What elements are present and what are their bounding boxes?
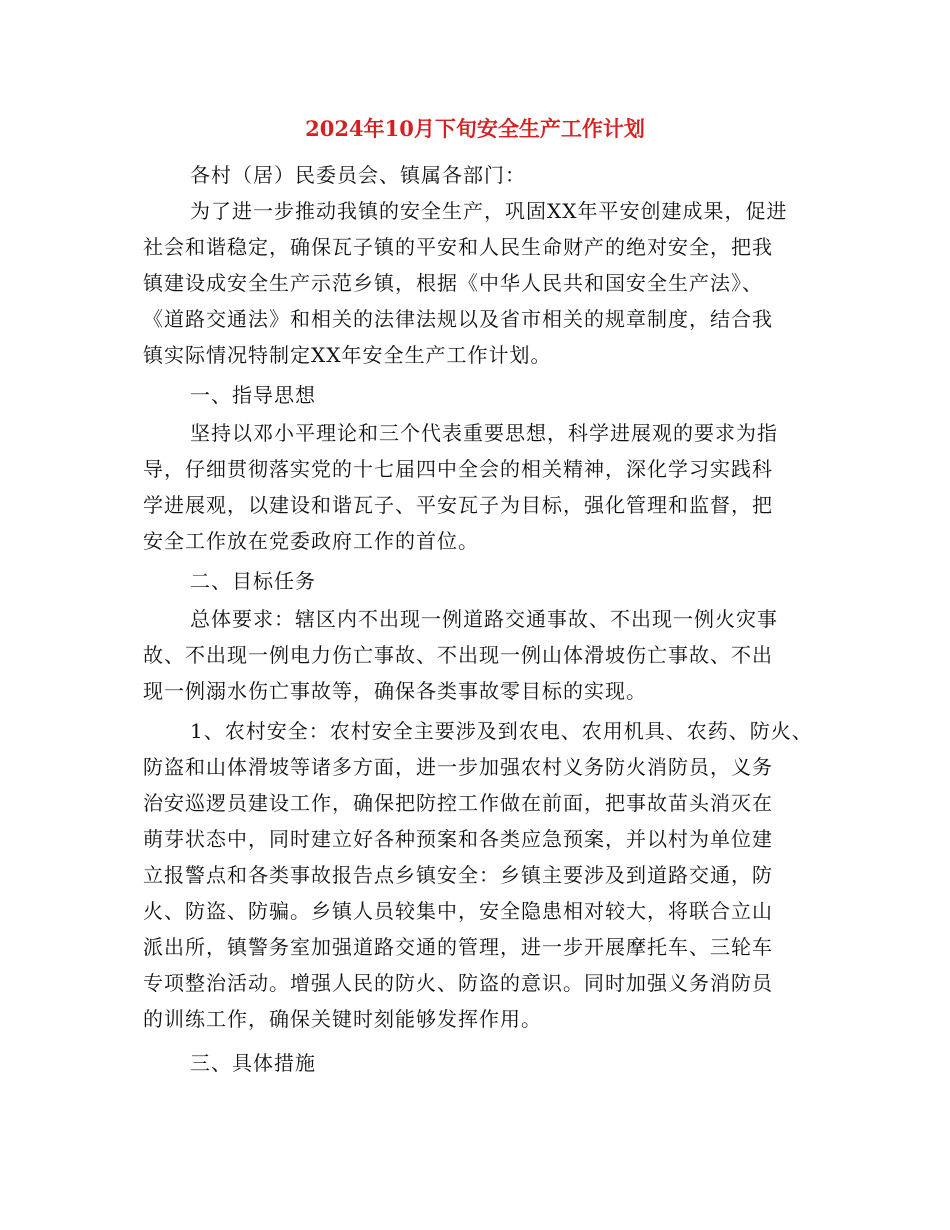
paragraph-line: 安全工作放在党委政府工作的首位。 — [143, 529, 479, 553]
paragraph-line: 萌芽状态中，同时建立好各种预案和各类应急预案，并以村为单位建 — [143, 827, 773, 851]
paragraph-line: 治安巡逻员建设工作，确保把防控工作做在前面，把事故苗头消灭在 — [143, 791, 773, 815]
section-heading: 一、指导思想 — [190, 383, 316, 407]
section-heading: 三、具体措施 — [190, 1051, 316, 1075]
paragraph-line: 专项整治活动。增强人民的防火、防盗的意识。同时加强义务消防员 — [143, 971, 773, 995]
paragraph-line: 1、农村安全：农村安全主要涉及到农电、农用机具、农药、防火、 — [190, 719, 813, 743]
paragraph-line: 故、不出现一例电力伤亡事故、不出现一例山体滑坡伤亡事故、不出 — [143, 643, 773, 667]
paragraph-line: 导，仔细贯彻落实党的十七届四中全会的相关精神，深化学习实践科 — [143, 457, 773, 481]
document-title: 2024年10月下旬安全生产工作计划 — [305, 116, 645, 141]
paragraph-line: 坚持以邓小平理论和三个代表重要思想，科学进展观的要求为指 — [190, 421, 778, 445]
paragraph-line: 派出所，镇警务室加强道路交通的管理，进一步开展摩托车、三轮车 — [143, 935, 773, 959]
paragraph-line: 《道路交通法》和相关的法律法规以及省市相关的规章制度，结合我 — [143, 307, 773, 331]
paragraph-line: 镇实际情况特制定XX年安全生产工作计划。 — [143, 343, 552, 367]
section-heading: 二、目标任务 — [190, 569, 316, 593]
paragraph-line: 镇建设成安全生产示范乡镇，根据《中华人民共和国安全生产法》、 — [143, 271, 763, 295]
paragraph-line: 为了进一步推动我镇的安全生产，巩固XX年平安创建成果，促进 — [190, 199, 788, 223]
salutation: 各村（居）民委员会、镇属各部门： — [190, 163, 526, 187]
paragraph-line: 学进展观，以建设和谐瓦子、平安瓦子为目标，强化管理和监督，把 — [143, 493, 773, 517]
paragraph-line: 防盗和山体滑坡等诸多方面，进一步加强农村义务防火消防员，义务 — [143, 755, 773, 779]
paragraph-line: 现一例溺水伤亡事故等，确保各类事故零目标的实现。 — [143, 679, 647, 703]
paragraph-line: 的训练工作，确保关键时刻能够发挥作用。 — [143, 1007, 542, 1031]
paragraph-line: 火、防盗、防骗。乡镇人员较集中，安全隐患相对较大，将联合立山 — [143, 899, 773, 923]
paragraph-line: 总体要求：辖区内不出现一例道路交通事故、不出现一例火灾事 — [190, 607, 778, 631]
paragraph-line: 社会和谐稳定，确保瓦子镇的平安和人民生命财产的绝对安全，把我 — [143, 235, 773, 259]
paragraph-line: 立报警点和各类事故报告点乡镇安全：乡镇主要涉及到道路交通，防 — [143, 863, 773, 887]
